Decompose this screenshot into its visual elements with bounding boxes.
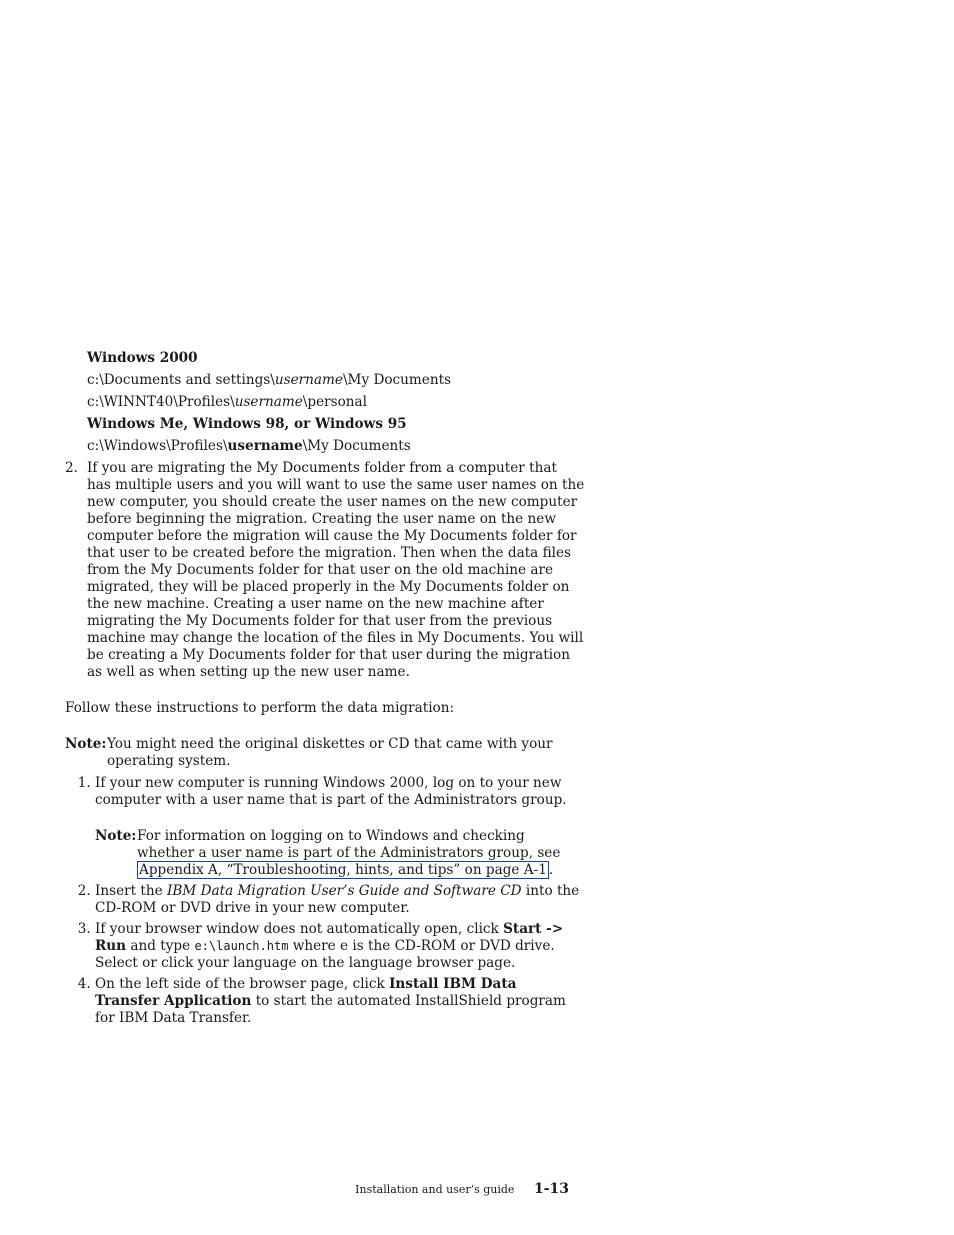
step-text-pre: If your browser window does not automatically open, click [95,921,504,937]
list-number: 2. [65,460,78,476]
step-text-post: into the CD-ROM or DVD drive in your new computer. [95,883,580,916]
windows-2000-heading: Windows 2000 [87,350,198,366]
step-text: If your new computer is running Windows 2000, log on to your new computer with a user name that is part of the Administrators group. [95,775,567,808]
page-footer [355,1181,569,1197]
path-list [65,350,585,455]
step-number-text: 2. [77,883,91,899]
step-number [65,883,95,917]
follow-instructions-paragraph: Follow these instructions to perform the data migration: [65,700,455,716]
step-text-post: to start the automated InstallShield program for IBM Data Transfer. [95,993,566,1026]
note-label: Note: [95,828,137,844]
step-text [95,921,585,972]
path-suffix: \My Documents [302,438,411,454]
step-text [95,883,585,917]
step-4 [65,976,585,1027]
steps-list [65,775,585,1027]
page-number: 1-13 [533,1181,569,1197]
note-text [137,828,585,879]
step-1 [65,775,585,809]
page-content [65,350,585,1031]
step-number [65,976,95,1027]
footer-title: Installation and user’s guide [355,1183,515,1196]
path-suffix: \My Documents [342,372,452,388]
note-diskettes [65,736,585,770]
step-text-mid: and type [126,938,195,954]
step-text-post: where e is the CD-ROM or DVD drive. Select or click your language on the language browser page. [95,938,555,971]
step-3 [65,921,585,972]
path-username: username [274,372,343,388]
path-username: username [234,394,303,410]
step-number [65,775,95,809]
step-number [65,921,95,972]
path-winnt40-profiles [87,394,585,411]
path-prefix: c:\Documents and settings\ [87,372,275,388]
step-text [95,976,585,1027]
start-run-command: Start -> Run [95,921,564,954]
path-username: username [227,438,303,454]
note-text: You might need the original diskettes or CD that came with your operating system. [107,736,553,769]
path-prefix: c:\Windows\Profiles\ [87,438,228,454]
step-2 [65,883,585,917]
step-number-text: 1. [77,775,91,791]
note-administrators [95,828,585,879]
note-text-post: . [548,862,554,878]
appendix-a-link[interactable]: Appendix A, “Troubleshooting, hints, and tips” on page A-1 [139,862,547,878]
note-text-pre: For information on logging on to Windows and checking whether a user name is part of the Administrators group, see [137,828,561,861]
step-text-pre: Insert the [95,883,168,899]
step-number-text: 4. [77,976,91,992]
path-suffix: \personal [302,394,367,410]
step-text-pre: On the left side of the browser page, click [95,976,390,992]
launch-path-code: e:\launch.htm [194,939,289,953]
step-1-note-wrapper [65,828,585,879]
windows-me-heading: Windows Me, Windows 98, or Windows 95 [87,416,407,432]
path-documents-and-settings [87,372,585,389]
path-windows-profiles [87,438,585,455]
path-prefix: c:\WINNT40\Profiles\ [87,394,235,410]
install-app-command: Install IBM Data Transfer Application [95,976,517,1009]
note-label: Note: [65,736,107,752]
list-item-text: If you are migrating the My Documents folder from a computer that has multiple users and you will want to use the same user names on the new computer, you should create the user names on the new computer before beginning the migration. Creating the user name on the new computer before the migration will cause the My Documents folder for that user to be created before the migration. Then when the data files from the My Documents folder for that user on the old machine are migrated, they will be placed properly in the My Documents folder on the new machine. Creating a user name on the new machine after migrating the My Documents folder for that user from the previous machine may change the location of the files in My Documents. You will be creating a My Documents folder for that user during the migration as well as when setting up the new user name. [87,460,585,680]
list-item-2 [65,460,585,681]
step-number-text: 3. [77,921,91,937]
cd-title: IBM Data Migration User’s Guide and Software CD [167,883,522,899]
